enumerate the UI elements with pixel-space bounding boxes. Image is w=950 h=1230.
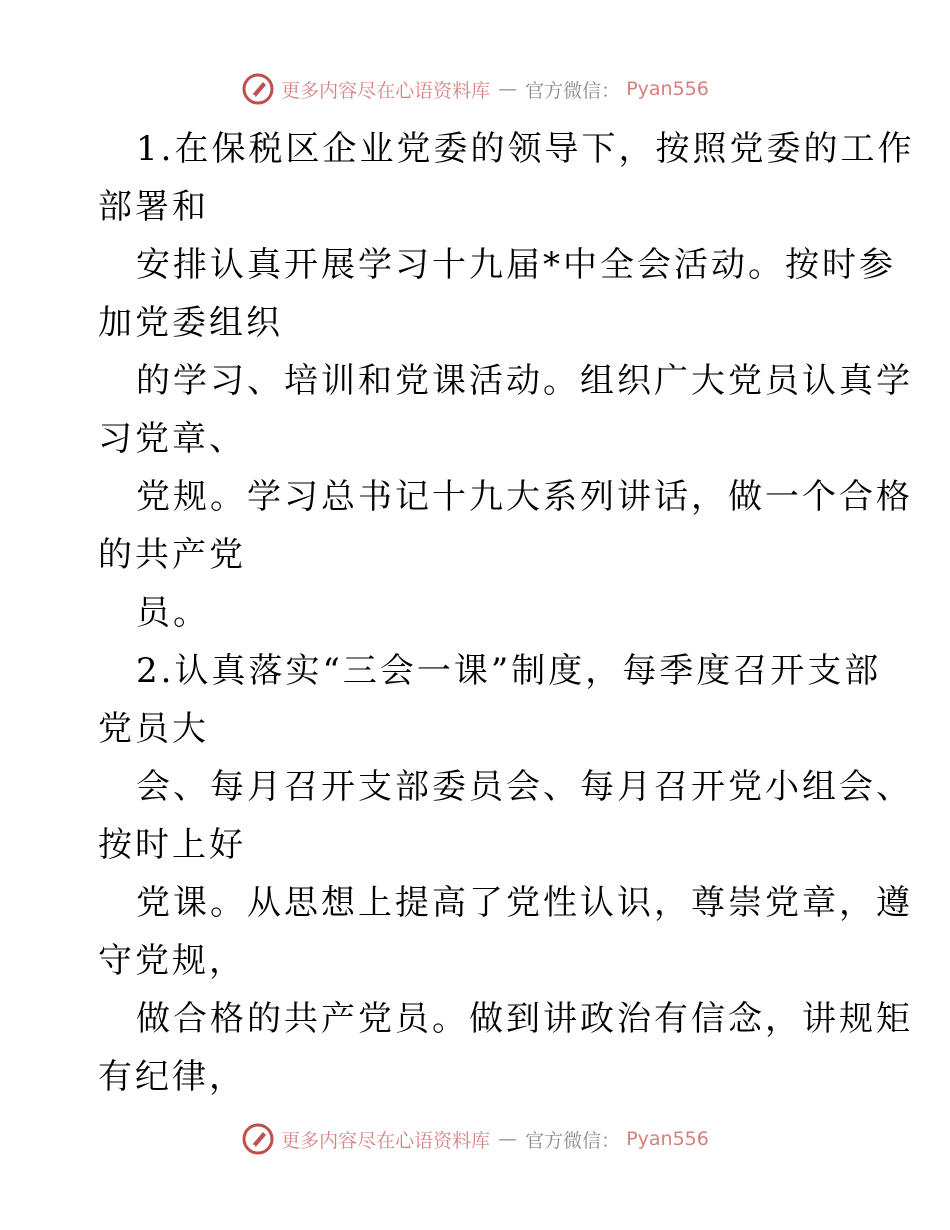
watermark-text: 更多内容尽在心语资料库 xyxy=(281,79,491,102)
text-line: 1.在保税区企业党委的领导下，按照党委的工作 xyxy=(136,129,915,169)
text-line: 会、每月召开支部委员会、每月召开党小组会、 xyxy=(136,767,913,807)
document-body xyxy=(98,120,915,1106)
text-line: 2.认真落实“三会一课”制度，每季度召开支部 xyxy=(136,651,882,691)
watermark-wechat-label: 官方微信： xyxy=(525,1129,621,1152)
watermark-wechat-label: 官方微信： xyxy=(525,79,621,102)
footer-watermark xyxy=(0,1122,950,1156)
pen-nib-logo-icon xyxy=(241,72,275,106)
text-line: 的共产党 xyxy=(98,535,246,575)
watermark-wechat-id: Pyan556 xyxy=(626,1128,709,1150)
watermark-wechat-id: Pyan556 xyxy=(626,78,709,100)
text-line: 的学习、培训和党课活动。组织广大党员认真学 xyxy=(136,361,913,401)
pen-nib-logo-icon xyxy=(241,1122,275,1156)
text-line: 党规。学习总书记十九大系列讲话，做一个合格 xyxy=(136,477,913,517)
text-line: 有纪律， xyxy=(98,1057,246,1097)
text-line: 党课。从思想上提高了党性认识，尊崇党章，遵 xyxy=(136,883,913,923)
watermark-separator: — xyxy=(498,78,518,100)
text-line: 员。 xyxy=(136,593,210,633)
text-line: 守党规， xyxy=(98,941,246,981)
text-line: 按时上好 xyxy=(98,825,246,865)
text-line: 部署和 xyxy=(98,187,209,227)
text-line: 加党委组织 xyxy=(98,303,283,343)
watermark-text: 更多内容尽在心语资料库 xyxy=(281,1129,491,1152)
text-line: 习党章、 xyxy=(98,419,246,459)
text-line: 安排认真开展学习十九届*中全会活动。按时参 xyxy=(136,245,896,285)
text-line: 做合格的共产党员。做到讲政治有信念，讲规矩 xyxy=(136,999,913,1039)
text-line: 党员大 xyxy=(98,709,209,749)
header-watermark xyxy=(0,72,950,106)
watermark-separator: — xyxy=(498,1128,518,1150)
